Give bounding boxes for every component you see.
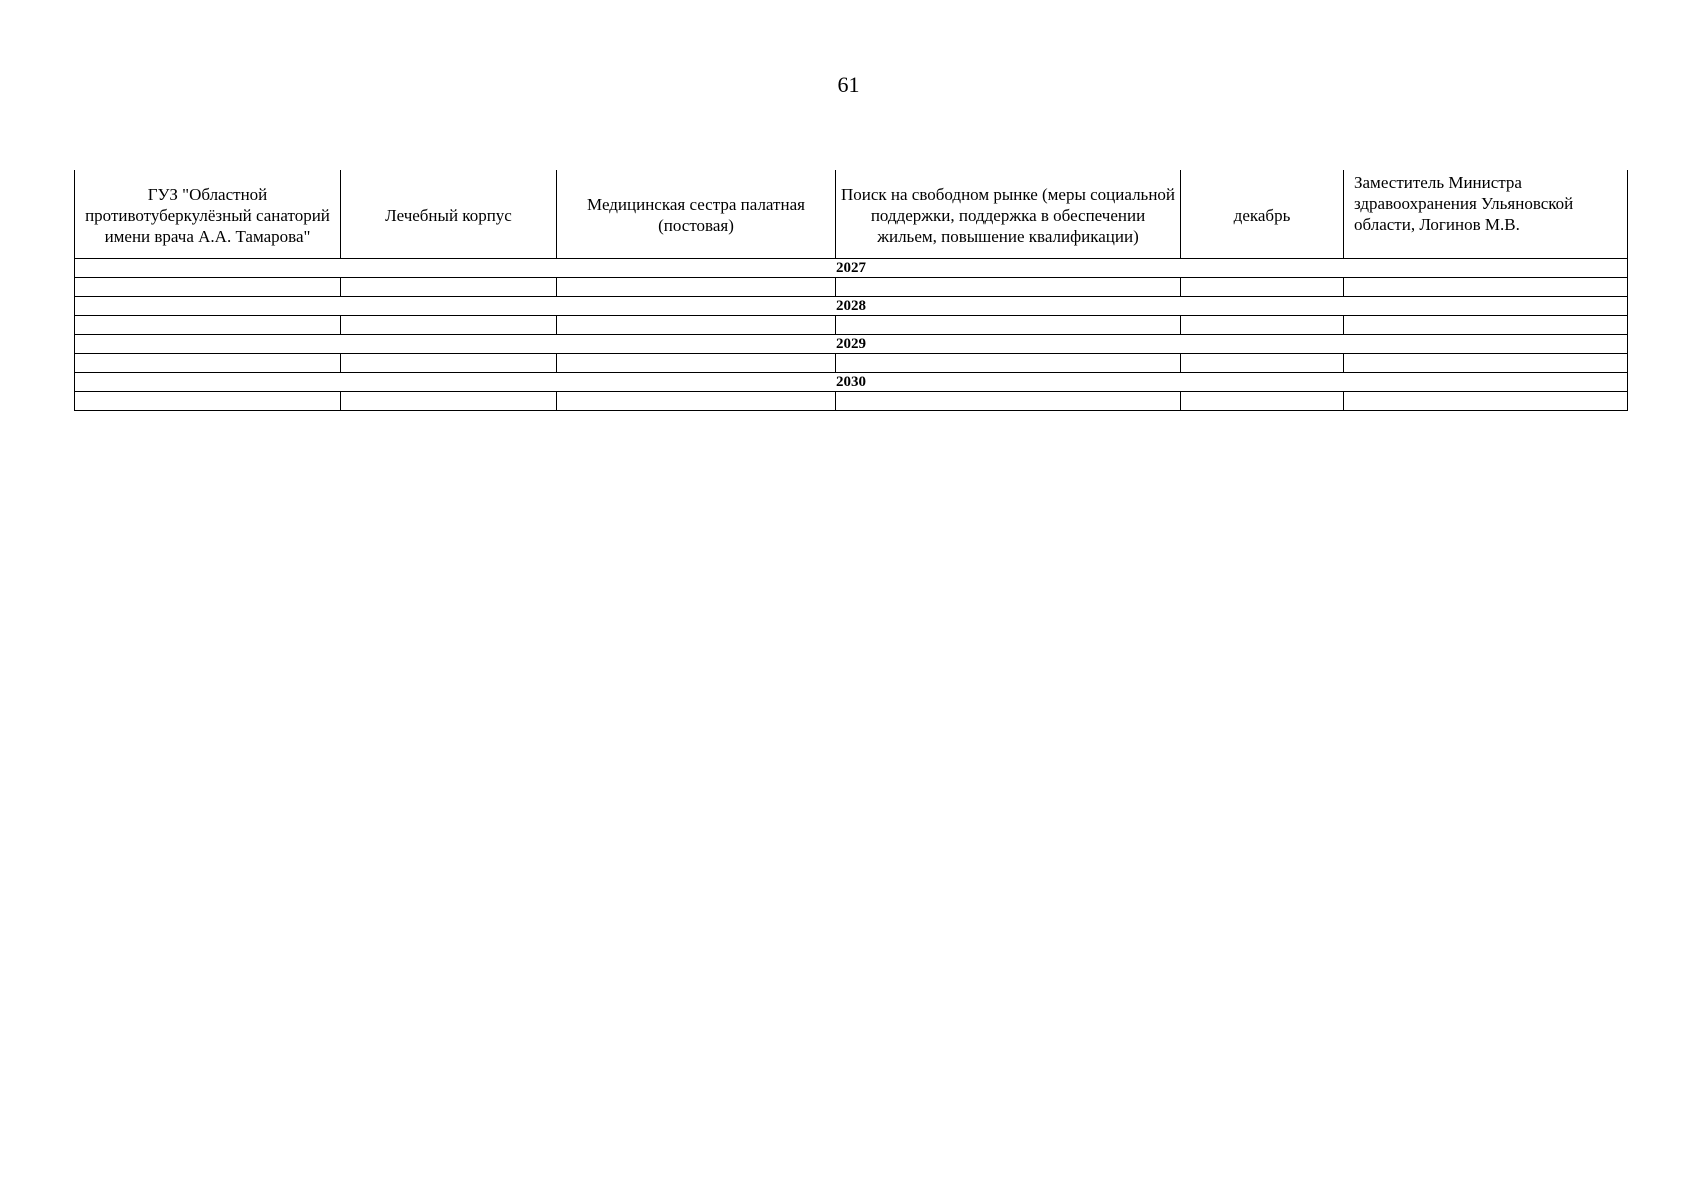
empty-cell <box>75 354 341 373</box>
empty-cell <box>341 316 557 335</box>
empty-cell <box>75 316 341 335</box>
staffing-plan-table <box>74 170 1628 411</box>
empty-cell <box>557 392 836 411</box>
empty-cell <box>1181 354 1344 373</box>
deadline-cell: декабрь <box>1181 170 1344 259</box>
empty-cell <box>341 392 557 411</box>
year-label: 2028 <box>75 297 1628 316</box>
empty-cell <box>341 354 557 373</box>
empty-cell <box>1344 316 1628 335</box>
empty-row <box>75 354 1628 373</box>
empty-cell <box>557 278 836 297</box>
empty-cell <box>1181 392 1344 411</box>
empty-cell <box>836 354 1181 373</box>
empty-cell <box>1344 354 1628 373</box>
empty-cell <box>1344 278 1628 297</box>
responsible-cell: Заместитель Министра здравоохранения Ульяновской области, Логинов М.В. <box>1344 170 1628 259</box>
empty-cell <box>341 278 557 297</box>
table-row <box>75 170 1628 259</box>
year-row <box>75 335 1628 354</box>
empty-row <box>75 278 1628 297</box>
empty-row <box>75 392 1628 411</box>
empty-cell <box>557 316 836 335</box>
method-cell: Поиск на свободном рынке (меры социальной поддержки, поддержка в обеспечении жильем, повышение квалификации) <box>836 170 1181 259</box>
empty-cell <box>836 392 1181 411</box>
position-cell: Медицинская сестра палатная (постовая) <box>557 170 836 259</box>
year-row <box>75 373 1628 392</box>
year-row <box>75 297 1628 316</box>
empty-row <box>75 316 1628 335</box>
empty-cell <box>75 392 341 411</box>
year-label: 2030 <box>75 373 1628 392</box>
year-row <box>75 259 1628 278</box>
year-label: 2029 <box>75 335 1628 354</box>
empty-cell <box>557 354 836 373</box>
empty-cell <box>836 278 1181 297</box>
page-number: 61 <box>837 72 860 97</box>
empty-cell <box>1344 392 1628 411</box>
organization-cell: ГУЗ "Областной противотуберкулёзный санаторий имени врача А.А. Тамарова" <box>75 170 341 259</box>
empty-cell <box>1181 278 1344 297</box>
building-cell: Лечебный корпус <box>341 170 557 259</box>
empty-cell <box>836 316 1181 335</box>
empty-cell <box>1181 316 1344 335</box>
empty-cell <box>75 278 341 297</box>
year-label: 2027 <box>75 259 1628 278</box>
